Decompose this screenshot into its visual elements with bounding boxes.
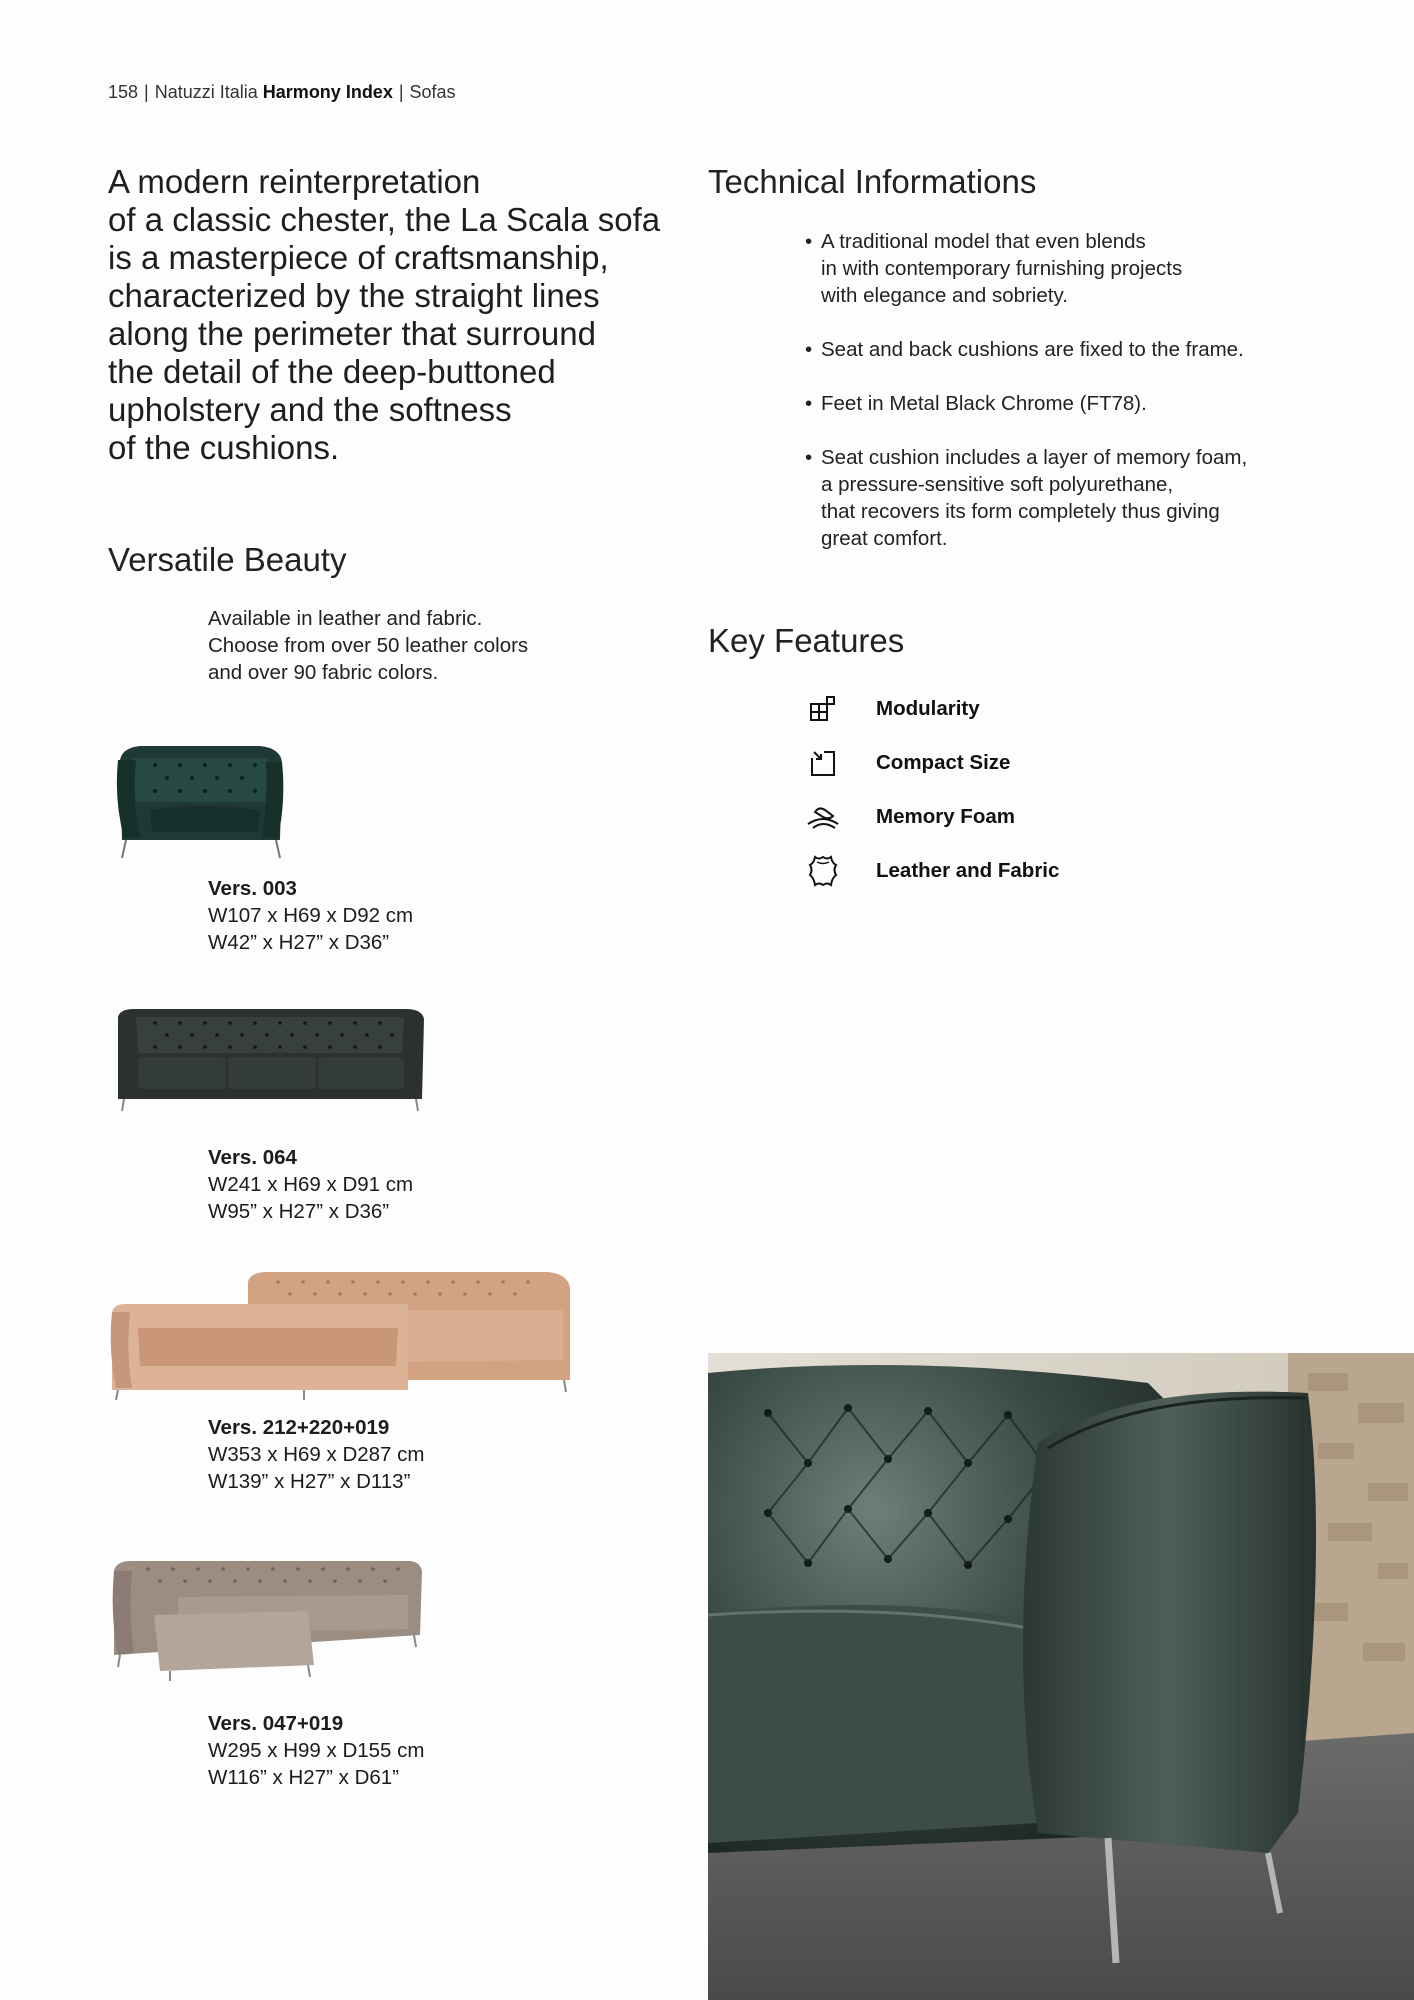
page-number: 158	[108, 82, 139, 102]
product-imperial-dimensions: W116” x H27” x D61”	[208, 1766, 400, 1789]
leather-fabric-icon	[805, 853, 841, 889]
feature-label: Modularity	[876, 697, 980, 720]
intro-line: characterized by the straight lines	[108, 277, 600, 314]
intro-line: A modern reinterpretation	[108, 163, 481, 200]
memory-foam-icon	[805, 799, 841, 835]
product-imperial-dimensions: W42” x H27” x D36”	[208, 931, 390, 954]
technical-item	[805, 390, 1325, 417]
intro-line: of the cushions.	[108, 429, 340, 466]
feature-item	[805, 682, 1059, 736]
versatile-title: Versatile Beauty	[108, 541, 347, 578]
technical-line: • Seat and back cushions are fixed to the frame.	[821, 338, 1244, 361]
product-spec	[208, 875, 413, 956]
product-metric-dimensions: W107 x H69 x D92 cm	[208, 904, 414, 927]
sofa-image	[110, 1005, 430, 1115]
feature-item	[805, 844, 1059, 898]
sofa-detail-photo	[708, 1353, 1414, 2000]
intro-paragraph	[108, 163, 668, 467]
technical-item	[805, 444, 1325, 552]
page-header: 158 | Natuzzi Italia Harmony Index | Sofas	[108, 82, 456, 102]
product-metric-dimensions: W353 x H69 x D287 cm	[208, 1443, 425, 1466]
versatile-text	[208, 605, 528, 686]
feature-item	[805, 736, 1059, 790]
product-imperial-dimensions: W95” x H27” x D36”	[208, 1200, 390, 1223]
product-version: Vers. 064	[208, 1146, 297, 1169]
corner-sectional-image	[108, 1270, 578, 1405]
feature-item	[805, 790, 1059, 844]
key-features-title: Key Features	[708, 622, 905, 659]
section-name: Sofas	[409, 82, 456, 102]
index-name: Harmony Index	[262, 82, 393, 102]
brand-name: Natuzzi Italia	[154, 82, 258, 102]
armchair-image	[110, 740, 290, 865]
product-spec	[208, 1710, 424, 1791]
technical-list	[805, 228, 1325, 579]
key-features-list	[805, 682, 1059, 898]
feature-label: Leather and Fabric	[876, 859, 1060, 882]
chaise-sectional-image	[108, 1555, 428, 1685]
feature-label: Memory Foam	[876, 805, 1015, 828]
product-version: Vers. 047+019	[208, 1712, 344, 1735]
product-spec	[208, 1144, 413, 1225]
technical-line: that recovers its form completely thus giving	[821, 500, 1220, 523]
technical-line: in with contemporary furnishing projects	[821, 257, 1183, 280]
technical-title: Technical Informations	[708, 163, 1037, 200]
technical-line: great comfort.	[821, 527, 948, 550]
intro-line: upholstery and the softness	[108, 391, 512, 428]
versatile-line: Available in leather and fabric.	[208, 607, 483, 630]
versatile-line: Choose from over 50 leather colors	[208, 634, 529, 657]
product-metric-dimensions: W241 x H69 x D91 cm	[208, 1173, 414, 1196]
intro-line: along the perimeter that surround	[108, 315, 596, 352]
technical-item	[805, 228, 1325, 309]
intro-line: the detail of the deep-buttoned	[108, 353, 556, 390]
intro-line: of a classic chester, the La Scala sofa	[108, 201, 661, 238]
technical-line: • A traditional model that even blends	[821, 230, 1146, 253]
technical-line: with elegance and sobriety.	[821, 284, 1068, 307]
product-imperial-dimensions: W139” x H27” x D113”	[208, 1470, 411, 1493]
technical-line: • Seat cushion includes a layer of memory foam,	[821, 446, 1248, 469]
product-metric-dimensions: W295 x H99 x D155 cm	[208, 1739, 425, 1762]
technical-item	[805, 336, 1325, 363]
product-version: Vers. 212+220+019	[208, 1416, 390, 1439]
compact-size-icon	[805, 745, 841, 781]
technical-line: • Feet in Metal Black Chrome (FT78).	[821, 392, 1147, 415]
intro-line: is a masterpiece of craftsmanship,	[108, 239, 609, 276]
technical-line: a pressure-sensitive soft polyurethane,	[821, 473, 1174, 496]
versatile-line: and over 90 fabric colors.	[208, 661, 439, 684]
modularity-icon	[805, 691, 841, 727]
product-version: Vers. 003	[208, 877, 297, 900]
product-spec	[208, 1414, 424, 1495]
feature-label: Compact Size	[876, 751, 1011, 774]
